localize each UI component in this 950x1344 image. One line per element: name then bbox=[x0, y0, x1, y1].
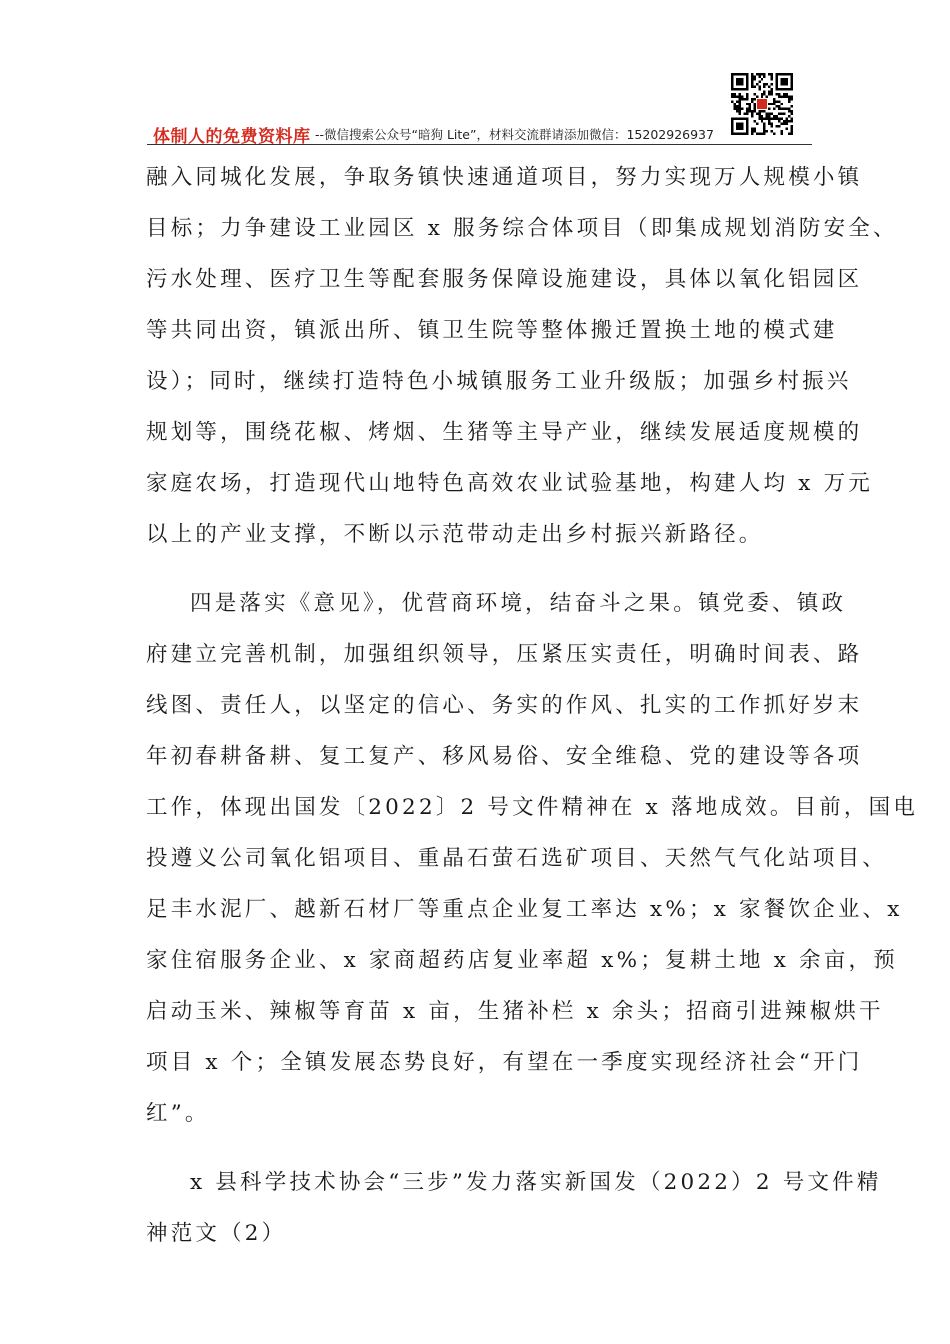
paragraph-3 bbox=[146, 1163, 882, 1265]
paragraph-2 bbox=[146, 584, 919, 1145]
header-note: --微信搜索公众号“暗狗 Lite”，材料交流群请添加微信：15202926937 bbox=[315, 127, 714, 142]
text-line: 家庭农场，打造现代山地特色高效农业试验基地，构建人均 x 万元 bbox=[146, 471, 873, 496]
text-line: 投遵义公司氧化铝项目、重晶石萤石选矿项目、天然气气化站项目、 bbox=[146, 846, 888, 871]
text-line: 年初春耕备耕、复工复产、移风易俗、安全维稳、党的建设等各项 bbox=[146, 744, 863, 769]
text-line: 目标；力争建设工业园区 x 服务综合体项目（即集成规划消防安全、 bbox=[146, 216, 898, 241]
text-line: 融入同城化发展，争取务镇快速通道项目，努力实现万人规模小镇 bbox=[146, 165, 863, 190]
header-divider bbox=[147, 144, 812, 145]
text-line: 以上的产业支撑，不断以示范带动走出乡村振兴新路径。 bbox=[146, 522, 764, 547]
paragraph-1 bbox=[146, 158, 898, 566]
text-line: 规划等，围绕花椒、烤烟、生猪等主导产业，继续发展适度规模的 bbox=[146, 420, 863, 445]
text-line: 污水处理、医疗卫生等配套服务保障设施建设，具体以氧化铝园区 bbox=[146, 267, 863, 292]
text-line: 线图、责任人，以坚定的信心、务实的作风、扎实的工作抓好岁末 bbox=[146, 693, 863, 718]
text-line: x 县科学技术协会“三步”发力落实新国发（2022）2 号文件精 bbox=[190, 1170, 882, 1195]
text-line: 红”。 bbox=[146, 1101, 210, 1126]
text-line: 等共同出资，镇派出所、镇卫生院等整体搬迁置换土地的模式建 bbox=[146, 318, 838, 343]
text-line: 府建立完善机制，加强组织领导，压紧压实责任，明确时间表、路 bbox=[146, 642, 863, 667]
text-line: 工作，体现出国发〔2022〕2 号文件精神在 x 落地成效。目前，国电 bbox=[146, 795, 919, 820]
text-line: 启动玉米、辣椒等育苗 x 亩，生猪补栏 x 余头；招商引进辣椒烘干 bbox=[146, 999, 884, 1024]
text-line: 项目 x 个；全镇发展态势良好，有望在一季度实现经济社会“开门 bbox=[146, 1050, 863, 1075]
text-line: 家住宿服务企业、x 家商超药店复业率超 x%；复耕土地 x 余亩，预 bbox=[146, 948, 898, 973]
text-line: 足丰水泥厂、越新石材厂等重点企业复工率达 x%；x 家餐饮企业、x bbox=[146, 897, 903, 922]
text-line: 设）；同时，继续打造特色小城镇服务工业升级版；加强乡村振兴 bbox=[146, 369, 852, 394]
text-line: 四是落实《意见》，优营商环境，结奋斗之果。镇党委、镇政 bbox=[190, 591, 847, 616]
document-body bbox=[146, 158, 919, 1265]
page-header bbox=[147, 120, 812, 146]
text-line: 神范文（2） bbox=[146, 1221, 287, 1246]
brand-title: 体制人的免费资料库 bbox=[153, 127, 311, 147]
qr-code-icon bbox=[731, 73, 793, 135]
